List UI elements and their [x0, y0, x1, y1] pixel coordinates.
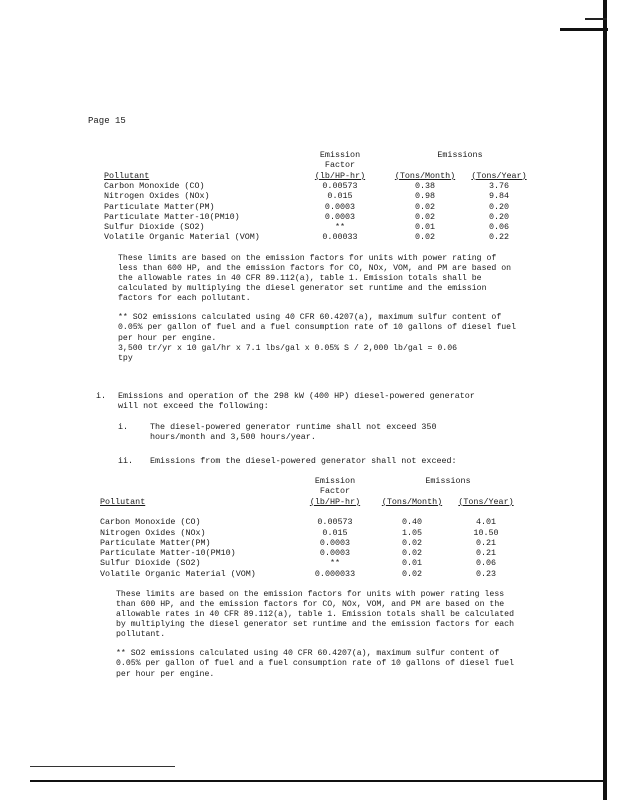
year-cell: 0.22 — [488, 232, 510, 243]
factor-cell: 0.00573 — [317, 517, 353, 528]
month-header: (Tons/Month) — [394, 170, 456, 181]
table-row — [100, 517, 522, 527]
year-cell: 0.20 — [488, 211, 510, 222]
pollutant-cell: Volatile Organic Material (VOM) — [104, 232, 260, 243]
note-2-text: These limits are based on the emission factors for units with power rating less than 600 HP, and the emission factors for CO, NOx, VOM, and PM are based on the allowable rates in 40 CFR 89.112(a), table 1. Emission totals shall be calculated by multiplying the diesel generator set runtime and the emission factors for each pollutant. — [116, 590, 514, 640]
note-2-sulfur: ** SO2 emissions calculated using 40 CFR 60.4207(a), maximum sulfur content of 0.05% per gallon of fuel and a fuel consumption rate of 10 gallons of diesel fuel per hour per engine. — [116, 649, 514, 679]
pollutant-cell: Sulfur Dioxide (SO2) — [100, 558, 201, 569]
sub-item-ii — [118, 456, 457, 466]
year-cell: 0.06 — [488, 222, 510, 233]
month-cell: 0.38 — [414, 180, 436, 191]
table-row — [104, 181, 534, 191]
emissions-header: Emissions — [437, 150, 483, 161]
table-row — [104, 191, 534, 201]
pollutant-cell: Carbon Monoxide (CO) — [104, 180, 205, 191]
year-cell: 0.23 — [475, 568, 497, 579]
month-cell: 0.01 — [401, 558, 423, 569]
table-row — [104, 222, 534, 232]
pollutant-cell: Particulate Matter-10(PM10) — [104, 211, 240, 222]
pollutant-cell: Sulfur Dioxide (SO2) — [104, 222, 205, 233]
month-cell: 0.02 — [401, 548, 423, 559]
year-cell: 9.84 — [488, 191, 510, 202]
year-cell: 0.21 — [475, 537, 497, 548]
sub-item-i-text-2: hours/month and 3,500 hours/year. — [150, 432, 316, 443]
factor-header-line1: Emission — [319, 150, 361, 161]
pollutant-cell: Particulate Matter(PM) — [100, 537, 211, 548]
scan-mark-top — [560, 28, 608, 31]
pollutant-cell: Particulate Matter-10(PM10) — [100, 548, 236, 559]
note-1-calc: 3,500 tr/yr x 10 gal/hr x 7.1 lbs/gal x 0.05% S / 2,000 lb/gal = 0.06 — [118, 343, 458, 353]
note-1-text: These limits are based on the emission factors for units with power rating of less than 600 HP, and the emission factors for CO, NOx, VOM, and PM are based on the allowable rates in 40 CFR 89.112(a), table 1. Emission totals shall be calculated by multiplying the diesel generator set runtime and the emission factors for each pollutant. — [118, 254, 512, 304]
year-cell: 10.50 — [473, 527, 499, 538]
note-1-sulfur: ** SO2 emissions calculated using 40 CFR 60.4207(a), maximum sulfur content of 0.05% per gallon of fuel and a fuel consumption rate of 10 gallons of diesel fuel per hour per engine. — [118, 313, 516, 343]
note-1 — [118, 254, 518, 364]
pollutant-cell: Nitrogen Oxides (NOx) — [104, 191, 210, 202]
factor-cell: ** — [334, 222, 346, 233]
factor-cell: 0.0003 — [319, 537, 351, 548]
month-cell: 0.98 — [414, 191, 436, 202]
sub-item-ii-text: Emissions from the diesel-powered generator shall not exceed: — [150, 456, 457, 466]
sub-item-i-text-1: The diesel-powered generator runtime shall not exceed 350 — [150, 422, 437, 432]
month-header: (Tons/Month) — [381, 496, 443, 507]
scan-border-bottom — [30, 780, 607, 782]
factor-cell: 0.0003 — [319, 548, 351, 559]
year-header: (Tons/Year) — [471, 170, 527, 181]
year-cell: 4.01 — [475, 517, 497, 528]
pollutant-cell: Particulate Matter(PM) — [104, 201, 215, 212]
emissions-header: Emissions — [425, 476, 471, 487]
scan-mark-top-small — [585, 18, 607, 20]
pollutant-cell: Volatile Organic Material (VOM) — [100, 568, 256, 579]
note-1-calc-unit: tpy — [118, 353, 133, 363]
pollutant-header: Pollutant — [104, 170, 150, 181]
scan-border-right — [603, 0, 607, 800]
table-row — [104, 212, 534, 222]
table-row — [100, 527, 522, 537]
factor-cell: 0.00033 — [322, 232, 358, 243]
scan-mark-bottom — [30, 766, 175, 767]
factor-cell: 0.0003 — [324, 201, 356, 212]
table-row — [104, 201, 534, 211]
pollutant-header: Pollutant — [100, 496, 146, 507]
pollutant-cell: Carbon Monoxide (CO) — [100, 517, 201, 528]
emissions-table-2 — [100, 476, 522, 579]
table-row — [100, 548, 522, 558]
factor-cell: 0.015 — [327, 191, 353, 202]
emissions-table-1 — [104, 150, 534, 243]
month-cell: 0.02 — [414, 201, 436, 212]
factor-unit-header: (lb/HP-hr) — [314, 170, 366, 181]
month-cell: 1.05 — [401, 527, 423, 538]
item-i-text-1: Emissions and operation of the 298 kW (400 HP) diesel-powered generator — [118, 391, 475, 401]
item-i — [96, 391, 475, 412]
factor-cell: 0.000033 — [314, 568, 356, 579]
year-cell: 3.76 — [488, 180, 510, 191]
month-cell: 0.02 — [414, 211, 436, 222]
factor-cell: ** — [329, 558, 341, 569]
table-row — [100, 538, 522, 548]
factor-cell: 0.0003 — [324, 211, 356, 222]
year-header: (Tons/Year) — [458, 496, 514, 507]
year-cell: 0.21 — [475, 548, 497, 559]
year-cell: 0.06 — [475, 558, 497, 569]
factor-unit-header: (lb/HP-hr) — [309, 496, 361, 507]
item-i-marker: i. — [96, 391, 107, 401]
factor-header-line2: Factor — [319, 486, 351, 497]
month-cell: 0.02 — [414, 232, 436, 243]
sub-item-i-marker: i. — [118, 422, 129, 432]
item-i-text-2: will not exceed the following: — [118, 401, 269, 412]
sub-item-ii-marker: ii. — [118, 456, 134, 466]
page-label: Page 15 — [88, 116, 126, 126]
table-row — [100, 569, 522, 579]
factor-cell: 0.00573 — [322, 180, 358, 191]
table-row — [100, 558, 522, 568]
month-cell: 0.02 — [401, 537, 423, 548]
month-cell: 0.02 — [401, 568, 423, 579]
pollutant-cell: Nitrogen Oxides (NOx) — [100, 527, 206, 538]
factor-cell: 0.015 — [322, 527, 348, 538]
sub-item-i — [118, 422, 436, 443]
year-cell: 0.20 — [488, 201, 510, 212]
table-row — [104, 232, 534, 242]
month-cell: 0.40 — [401, 517, 423, 528]
factor-header-line2: Factor — [324, 160, 356, 171]
note-2 — [116, 590, 516, 680]
factor-header-line1: Emission — [314, 476, 356, 487]
month-cell: 0.01 — [414, 222, 436, 233]
